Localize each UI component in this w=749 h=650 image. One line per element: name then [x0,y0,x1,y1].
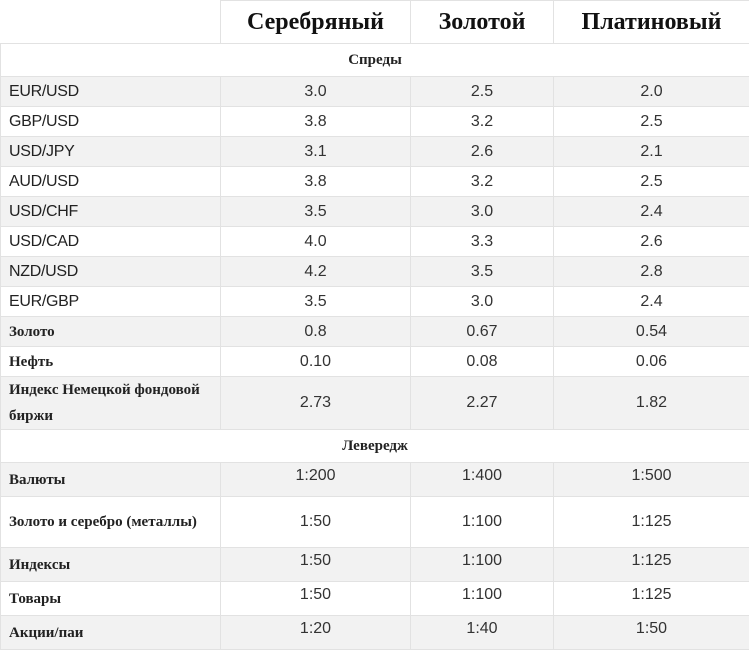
row-label: Товары [1,582,221,616]
cell-gold: 1:40 [411,616,554,650]
row-label: AUD/USD [1,167,221,197]
cell-silver: 3.8 [221,167,411,197]
cell-platinum: 2.1 [554,137,749,167]
cell-platinum: 1.82 [554,377,749,430]
cell-gold: 1:400 [411,463,554,497]
cell-gold: 1:100 [411,582,554,616]
cell-platinum: 2.5 [554,167,749,197]
leverage-rows [1,463,749,650]
row-label: Валюты [1,463,221,497]
row-label: NZD/USD [1,257,221,287]
row-label: GBP/USD [1,107,221,137]
cell-silver: 3.0 [221,77,411,107]
cell-gold: 0.67 [411,317,554,347]
cell-silver: 4.0 [221,227,411,257]
table-row [1,497,749,548]
table-row [1,582,749,616]
cell-silver: 3.5 [221,287,411,317]
cell-silver: 0.8 [221,317,411,347]
section-title-spreads: Спреды [1,44,749,77]
header-corner [1,1,221,44]
cell-gold: 2.6 [411,137,554,167]
table-row [1,257,749,287]
cell-silver: 3.5 [221,197,411,227]
table-row [1,167,749,197]
table-row [1,77,749,107]
table-row [1,287,749,317]
cell-silver: 3.8 [221,107,411,137]
column-header-silver: Серебряный [221,1,411,44]
cell-gold: 3.0 [411,287,554,317]
section-spreads [1,44,749,77]
cell-gold: 1:100 [411,548,554,582]
cell-gold: 0.08 [411,347,554,377]
table-row [1,548,749,582]
cell-platinum: 1:125 [554,497,749,548]
cell-platinum: 2.5 [554,107,749,137]
cell-platinum: 2.4 [554,287,749,317]
cell-gold: 3.2 [411,107,554,137]
cell-gold: 3.5 [411,257,554,287]
cell-silver: 3.1 [221,137,411,167]
cell-platinum: 1:125 [554,548,749,582]
table-row [1,616,749,650]
cell-silver: 1:50 [221,582,411,616]
row-label: Золото и серебро (металлы) [1,497,221,548]
cell-platinum: 2.4 [554,197,749,227]
row-label: USD/JPY [1,137,221,167]
row-label: Золото [1,317,221,347]
row-label: Индексы [1,548,221,582]
header-row [1,1,749,44]
section-title-leverage: Левередж [1,430,749,463]
cell-platinum: 1:500 [554,463,749,497]
cell-platinum: 2.6 [554,227,749,257]
row-label: Нефть [1,347,221,377]
cell-gold: 2.5 [411,77,554,107]
cell-silver: 0.10 [221,347,411,377]
cell-platinum: 2.0 [554,77,749,107]
table-row [1,317,749,347]
cell-platinum: 1:50 [554,616,749,650]
table-row [1,107,749,137]
spreads-rows [1,77,749,430]
cell-platinum: 1:125 [554,582,749,616]
row-label: Индекс Немецкой фондовой биржи [1,377,221,430]
table-row [1,463,749,497]
cell-silver: 1:20 [221,616,411,650]
cell-silver: 2.73 [221,377,411,430]
cell-gold: 2.27 [411,377,554,430]
cell-platinum: 0.06 [554,347,749,377]
row-label: USD/CAD [1,227,221,257]
cell-silver: 1:50 [221,497,411,548]
cell-gold: 3.3 [411,227,554,257]
cell-platinum: 2.8 [554,257,749,287]
cell-gold: 3.0 [411,197,554,227]
row-label: EUR/GBP [1,287,221,317]
table-row [1,197,749,227]
section-leverage [1,430,749,463]
cell-gold: 3.2 [411,167,554,197]
row-label: Акции/паи [1,616,221,650]
cell-silver: 1:200 [221,463,411,497]
row-label: EUR/USD [1,77,221,107]
table-row [1,137,749,167]
cell-platinum: 0.54 [554,317,749,347]
row-label: USD/CHF [1,197,221,227]
column-header-gold: Золотой [411,1,554,44]
table-row [1,377,749,430]
table-row [1,347,749,377]
column-header-platinum: Платиновый [554,1,749,44]
cell-silver: 4.2 [221,257,411,287]
cell-gold: 1:100 [411,497,554,548]
cell-silver: 1:50 [221,548,411,582]
table-row [1,227,749,257]
